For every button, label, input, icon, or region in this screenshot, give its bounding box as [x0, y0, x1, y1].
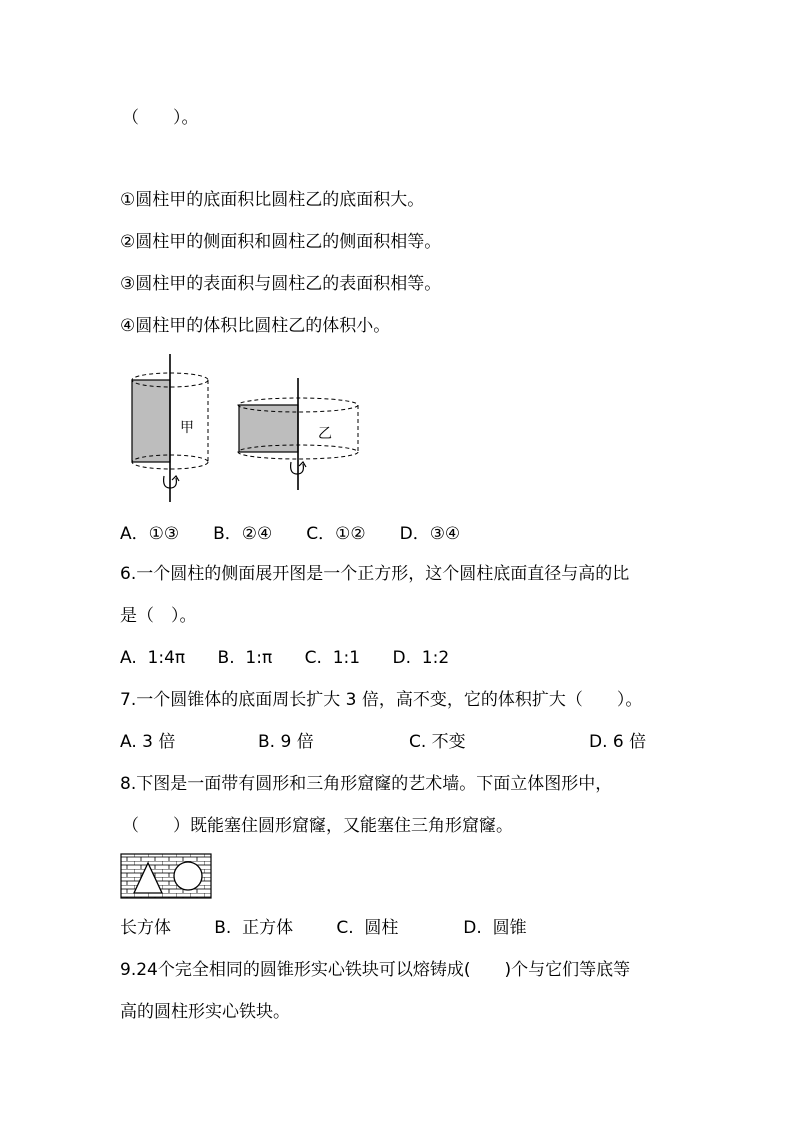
art-wall-figure	[120, 853, 212, 899]
q7-stem: 7.一个圆锥体的底面周长扩大 3 倍，高不变，它的体积扩大（ ）。	[120, 690, 643, 710]
cylinder-yi	[238, 378, 358, 490]
q8-options: 长方体 B. 正方体 C. 圆柱 D. 圆锥	[120, 918, 527, 938]
label-jia: 甲	[180, 420, 194, 436]
q8-stem-line1: 8.下图是一面带有圆形和三角形窟窿的艺术墙。下面立体图形中，	[120, 774, 613, 794]
q8-stem-line2: （ ）既能塞住圆形窟窿，又能塞住三角形窟窿。	[122, 816, 513, 836]
q5-tail: （ ）。	[122, 108, 199, 128]
q5-statement-3: ③圆柱甲的表面积与圆柱乙的表面积相等。	[120, 274, 442, 294]
q9-stem-line1: 9.24个完全相同的圆锥形实心铁块可以熔铸成( )个与它们等底等	[120, 960, 631, 980]
q7-option-c: C. 不变	[409, 732, 466, 752]
q6-options: A. 1:4π B. 1:π C. 1:1 D. 1:2	[120, 648, 450, 668]
q7-option-a: A. 3 倍	[120, 732, 176, 752]
q5-statement-2: ②圆柱甲的侧面积和圆柱乙的侧面积相等。	[120, 232, 442, 252]
rectangle-jia	[132, 380, 170, 462]
q7-option-d: D. 6 倍	[589, 732, 647, 752]
q5-options: A．①③ B．②④ C．①② D．③④	[120, 524, 461, 544]
q5-statement-1: ①圆柱甲的底面积比圆柱乙的底面积大。	[120, 190, 425, 210]
circle-hole	[174, 862, 202, 890]
cylinder-jia	[132, 354, 208, 502]
label-yi: 乙	[318, 426, 332, 442]
q9-stem-line2: 高的圆柱形实心铁块。	[120, 1002, 290, 1022]
cylinder-rotation-figure	[118, 350, 378, 510]
q6-stem-line1: 6.一个圆柱的侧面展开图是一个正方形，这个圆柱底面直径与高的比	[120, 564, 630, 584]
q6-stem-line2: 是（ ）。	[120, 606, 197, 626]
q5-statement-4: ④圆柱甲的体积比圆柱乙的体积小。	[120, 316, 391, 336]
q7-option-b: B. 9 倍	[258, 732, 314, 752]
